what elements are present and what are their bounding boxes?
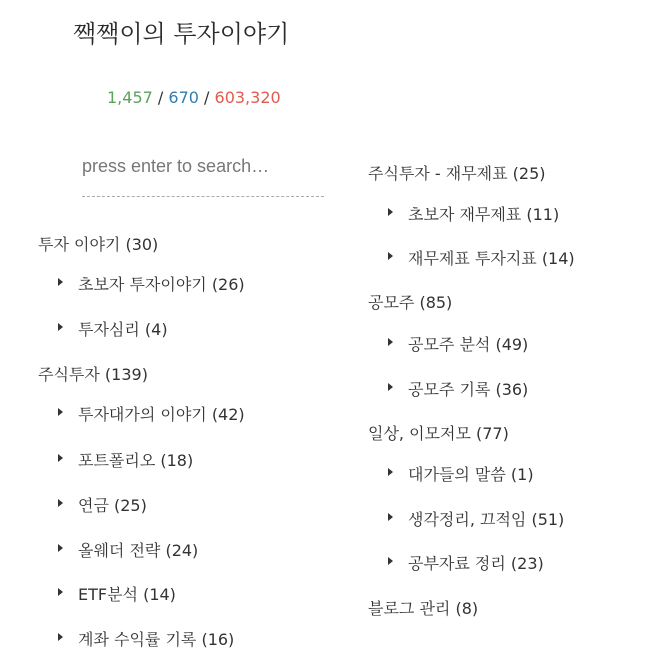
category-item[interactable] xyxy=(368,596,478,619)
bullet-icon xyxy=(388,338,393,346)
category-label: 대가들의 말씀 (1) xyxy=(408,465,534,484)
counter-separator: / xyxy=(204,88,210,107)
bullet-icon xyxy=(58,499,63,507)
bullet-icon xyxy=(388,557,393,565)
subcategory-item[interactable] xyxy=(388,462,534,485)
category-label: 공모주 분석 (49) xyxy=(408,335,529,354)
category-label: 주식투자 - 재무제표 (25) xyxy=(368,164,546,183)
subcategory-item[interactable] xyxy=(388,507,564,530)
category-item[interactable] xyxy=(368,421,509,444)
bullet-icon xyxy=(58,544,63,552)
blog-title[interactable]: 짹짹이의 투자이야기 xyxy=(73,20,290,48)
counter-separator: / xyxy=(157,88,164,107)
subcategory-item[interactable] xyxy=(58,582,176,605)
subcategory-item[interactable] xyxy=(58,627,234,650)
category-label: 생각정리, 끄적임 (51) xyxy=(408,510,565,529)
category-label: 투자대가의 이야기 (42) xyxy=(78,405,245,424)
category-label: 포트폴리오 (18) xyxy=(78,451,194,470)
bullet-icon xyxy=(58,588,63,596)
subcategory-item[interactable] xyxy=(58,402,245,425)
category-label: 초보자 투자이야기 (26) xyxy=(78,275,245,294)
category-label: 투자 이야기 (30) xyxy=(38,235,159,254)
category-label: 공부자료 정리 (23) xyxy=(408,554,544,573)
subcategory-item[interactable] xyxy=(388,246,575,269)
counter-all: 603,320 xyxy=(214,88,281,107)
category-label: 계좌 수익률 기록 (16) xyxy=(78,630,235,649)
subcategory-item[interactable] xyxy=(58,493,147,516)
bullet-icon xyxy=(58,454,63,462)
bullet-icon xyxy=(58,278,63,286)
bullet-icon xyxy=(388,468,393,476)
subcategory-item[interactable] xyxy=(388,551,544,574)
bullet-icon xyxy=(58,408,63,416)
category-label: 연금 (25) xyxy=(78,496,147,515)
category-label: 블로그 관리 (8) xyxy=(368,599,479,618)
category-item[interactable] xyxy=(38,362,148,385)
subcategory-item[interactable] xyxy=(388,377,528,400)
bullet-icon xyxy=(388,252,393,260)
category-label: 주식투자 (139) xyxy=(38,365,148,384)
category-label: 일상, 이모저모 (77) xyxy=(368,424,509,443)
subcategory-item[interactable] xyxy=(388,202,559,225)
search-input[interactable] xyxy=(82,156,324,177)
category-item[interactable] xyxy=(38,232,158,255)
category-label: 초보자 재무제표 (11) xyxy=(408,205,560,224)
category-label: ETF분석 (14) xyxy=(78,585,176,604)
subcategory-item[interactable] xyxy=(388,332,528,355)
bullet-icon xyxy=(58,323,63,331)
counter-total: 1,457 xyxy=(107,88,153,107)
category-item[interactable] xyxy=(368,161,546,184)
counter-today: 670 xyxy=(168,88,199,107)
bullet-icon xyxy=(388,208,393,216)
bullet-icon xyxy=(388,383,393,391)
bullet-icon xyxy=(388,513,393,521)
category-label: 재무제표 투자지표 (14) xyxy=(408,249,575,268)
category-label: 투자심리 (4) xyxy=(78,320,168,339)
category-label: 올웨더 전략 (24) xyxy=(78,541,199,560)
bullet-icon xyxy=(58,633,63,641)
visitor-counter xyxy=(107,88,281,107)
subcategory-item[interactable] xyxy=(58,538,198,561)
search-box xyxy=(82,156,324,197)
subcategory-item[interactable] xyxy=(58,317,168,340)
category-label: 공모주 기록 (36) xyxy=(408,380,529,399)
subcategory-item[interactable] xyxy=(58,448,193,471)
category-label: 공모주 (85) xyxy=(368,293,453,312)
category-item[interactable] xyxy=(368,290,452,313)
subcategory-item[interactable] xyxy=(58,272,245,295)
